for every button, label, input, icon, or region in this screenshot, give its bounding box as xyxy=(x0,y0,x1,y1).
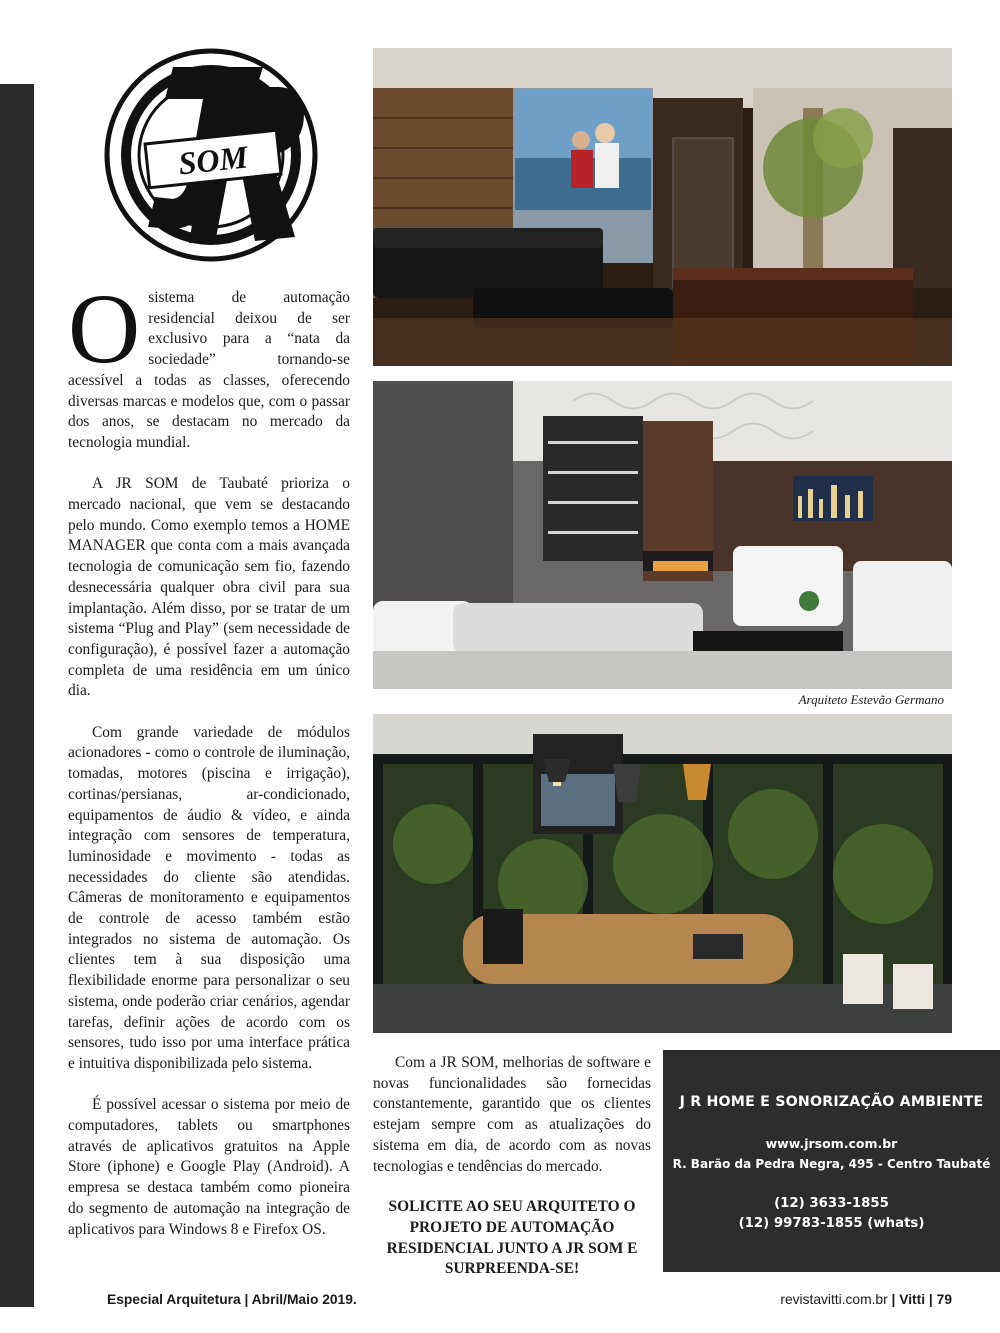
side-decorative-bar xyxy=(0,84,34,1307)
logo-text: SOM xyxy=(176,138,250,182)
footer-sep-2: | xyxy=(928,1292,933,1307)
footer-issue: Especial Arquitetura | Abril/Maio 2019. xyxy=(107,1292,357,1307)
photo-caption: Arquiteto Estevão Germano xyxy=(798,692,944,707)
paragraph-2: A JR SOM de Taubaté prioriza o mercado nacional, que vem se destacando pelo mundo. Como exemplo temos a HOME MANAGER que conta com a mais avançada tecnologia de comunicação sem fio, fazendo desnecessária qualquer obra civil para sua implantação. Além disso, por se tratar de um sistema “Plug and Play” (sem necessidade de configuração), é possível fazer a automação completa de uma residência em um único dia. xyxy=(68,475,350,700)
article-left-column xyxy=(68,273,350,1261)
paragraph-5: Com a JR SOM, melhorias de software e novas funcionalidades são fornecidas constantemente, garantido que os clientes estejam sempre com as atualizações do sistema em dia, de acordo com as novas tecnologias e tendências do mercado. xyxy=(373,1054,651,1175)
company-address: R. Barão da Pedra Negra, 495 - Centro Taubaté xyxy=(672,1157,991,1171)
company-website[interactable]: www.jrsom.com.br xyxy=(765,1136,898,1151)
photo-living-room-projector xyxy=(373,48,952,366)
company-whatsapp: (12) 99783-1855 (whats) xyxy=(738,1216,925,1231)
intro-paragraph xyxy=(68,273,350,454)
footer-page-number: 79 xyxy=(936,1292,952,1307)
paragraph-3: Com grande variedade de módulos acionadores - como o controle de iluminação, tomadas, motores (piscina e irrigação), cortinas/persianas, ar-condicionado, equipamentos de áudio & vídeo, e ainda integração com sensores de temperatura, luminosidade e movimento - todas as necessidades do cliente são atendidas. Câmeras de monitoramento e equipamentos de controle de acesso também estão integrados no sistema de automação. Os clientes tem à sua disposição uma flexibilidade enorme para personalizar o seu sistema, onde poderão criar cenários, agendar tarefas, definir ações de acordo com os sensores, tudo isso por uma interface prática e intuitiva disponibilizada pelo sistema. xyxy=(68,723,350,1072)
photo-grey-lounge xyxy=(373,381,952,689)
footer-sep-1: | xyxy=(891,1292,896,1307)
article-middle-column xyxy=(373,1053,651,1280)
contact-box xyxy=(663,1050,1000,1272)
footer-site: revistavitti.com.br xyxy=(780,1292,888,1307)
jr-som-logo xyxy=(103,47,319,263)
footer-page-info xyxy=(780,1292,952,1307)
paragraph-4: É possível acessar o sistema por meio de computadores, tablets ou smartphones através de aplicativos gratuitos na Apple Store (iphone) e Google Play (Android). A empresa se destaca também como pioneira do segmento de automação na integração de aplicativos para Windows 8 e Firefox OS. xyxy=(68,1096,350,1238)
company-name: J R HOME E SONORIZAÇÃO AMBIENTE xyxy=(679,1094,984,1110)
dropcap: O xyxy=(68,273,141,384)
company-phone: (12) 3633-1855 xyxy=(774,1196,889,1211)
call-to-action: SOLICITE AO SEU ARQUITETO O PROJETO DE AUTOMAÇÃO RESIDENCIAL JUNTO A JR SOM E SURPREENDA-SE! xyxy=(386,1198,638,1278)
footer-magazine: Vitti xyxy=(899,1292,926,1307)
paragraph-1: sistema de automação residencial deixou de ser exclusivo para a “nata da sociedade” tornando-se acessível a todas as classes, oferecendo diversas marcas e modelos que, com o passar dos anos, se destacam no mercado da tecnologia mundial. xyxy=(68,289,350,451)
photo-office-garden xyxy=(373,714,952,1033)
